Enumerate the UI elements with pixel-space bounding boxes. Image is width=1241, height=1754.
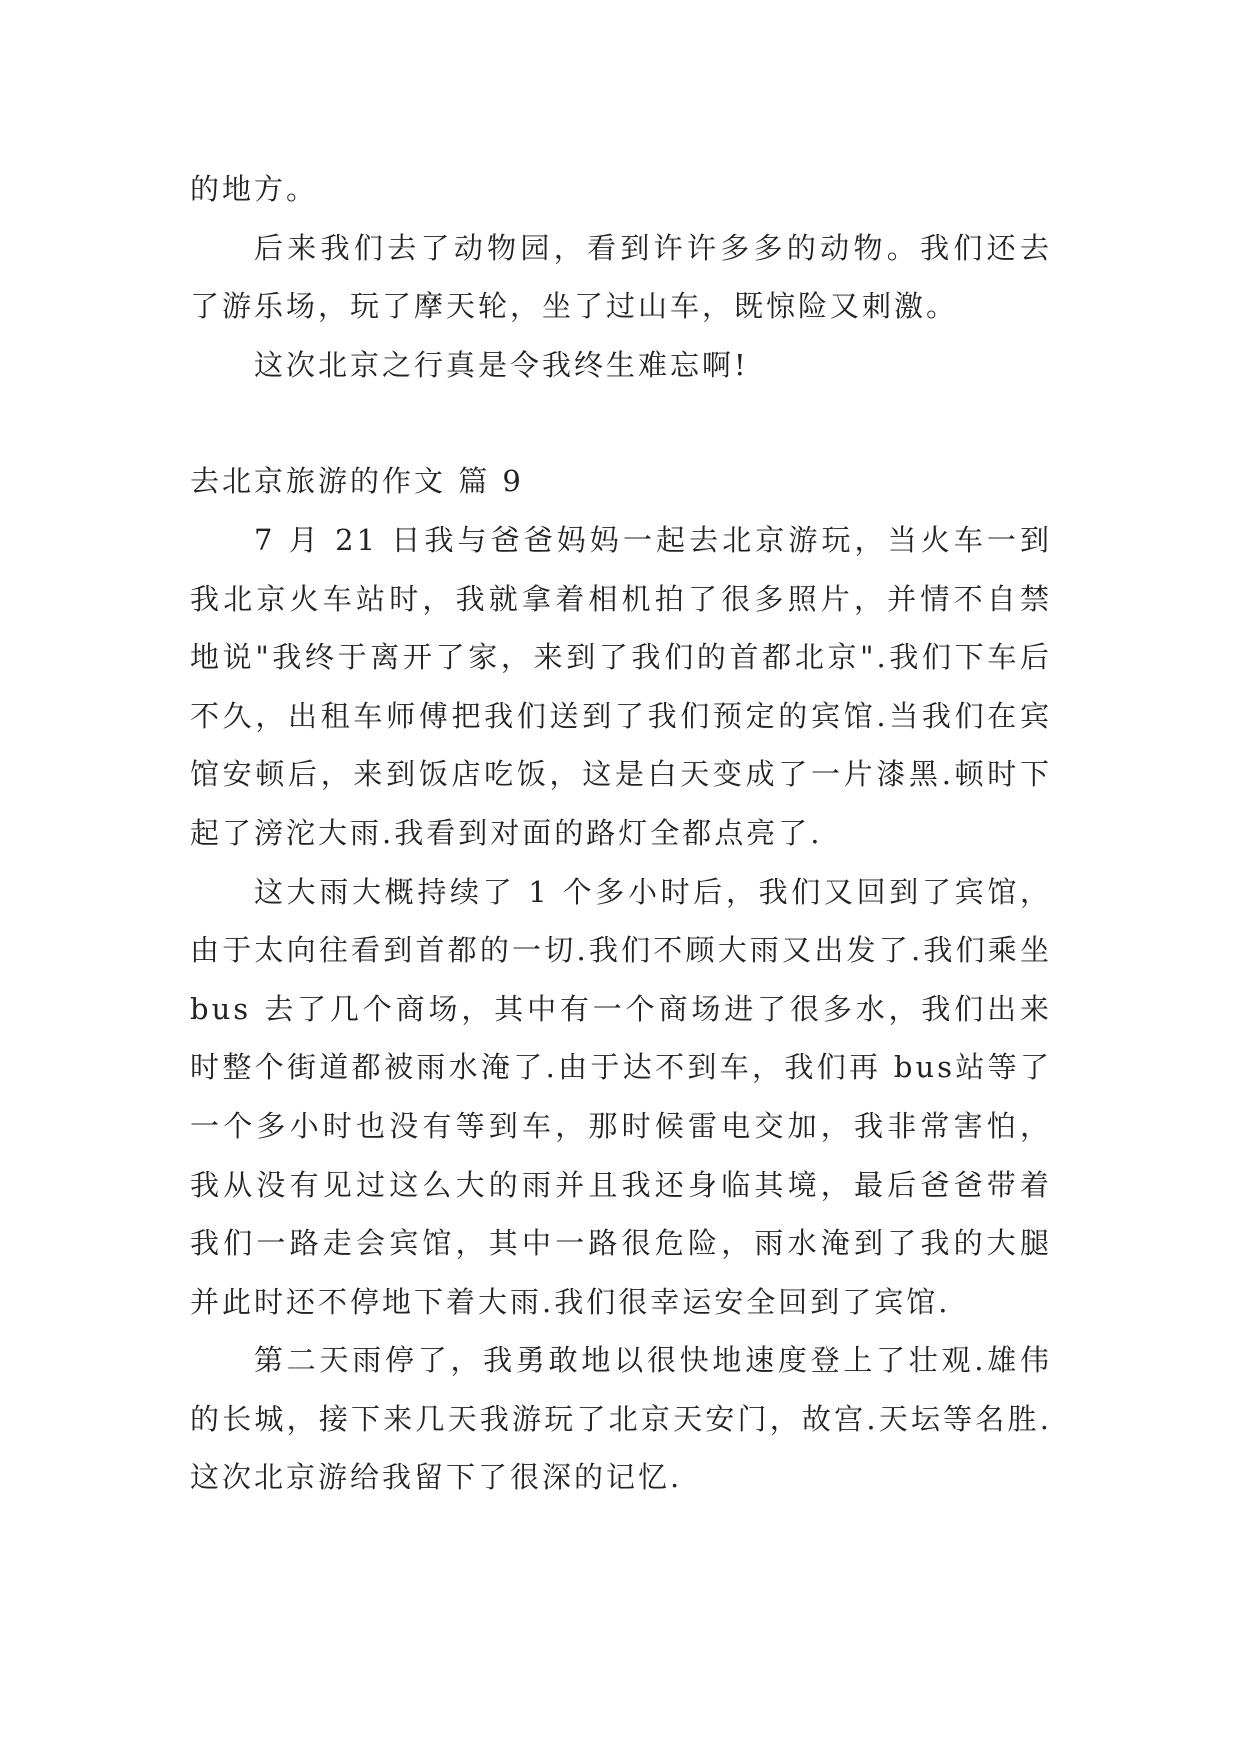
paragraph-ending: 这次北京之行真是令我终生难忘啊!	[254, 347, 749, 382]
paragraph-rain: 这大雨大概持续了 1 个多小时后，我们又回到了宾馆，由于太向往看到首都的一切.我们不顾大雨又出发了.我们乘坐 bus 去了几个商场，其中有一个商场进了很多水，我们出来时整个街道都被雨水淹了.由于达不到车，我们再 bus站等了一个多小时也没有等到车，那时候雷电交加，我非常害怕，我从没有见过这么大的雨并且我还身临其境，最后爸爸带着我们一路走会宾馆，其中一路很危险，雨水淹到了我的大腿并此时还不停地下着大雨.我们很幸运安全回到了宾馆.	[190, 874, 1052, 1319]
paragraph-continued: 的地方。	[190, 172, 319, 206]
paragraph-zoo: 后来我们去了动物园，看到许许多多的动物。我们还去了游乐场，玩了摩天轮，坐了过山车，既惊险又刺激。	[190, 230, 1052, 324]
paragraph-arrival: 7 月 21 日我与爸爸妈妈一起去北京游玩，当火车一到我北京火车站时，我就拿着相机拍了很多照片，并情不自禁地说"我终于离开了家，来到了我们的首都北京".我们下车后不久，出租车师傅把我们送到了我们预定的宾馆.当我们在宾馆安顿后，来到饭店吃饭，这是白天变成了一片漆黑.顿时下起了滂沱大雨.我看到对面的路灯全都点亮了.	[190, 522, 1052, 850]
section-title: 去北京旅游的作文 篇 9	[190, 464, 524, 499]
section-gap	[190, 394, 1052, 452]
paragraph-great-wall: 第二天雨停了，我勇敢地以很快地速度登上了壮观.雄伟的长城，接下来几天我游玩了北京天安门，故宫.天坛等名胜.这次北京游给我留下了很深的记忆.	[190, 1343, 1052, 1495]
document-body	[190, 160, 1052, 1507]
